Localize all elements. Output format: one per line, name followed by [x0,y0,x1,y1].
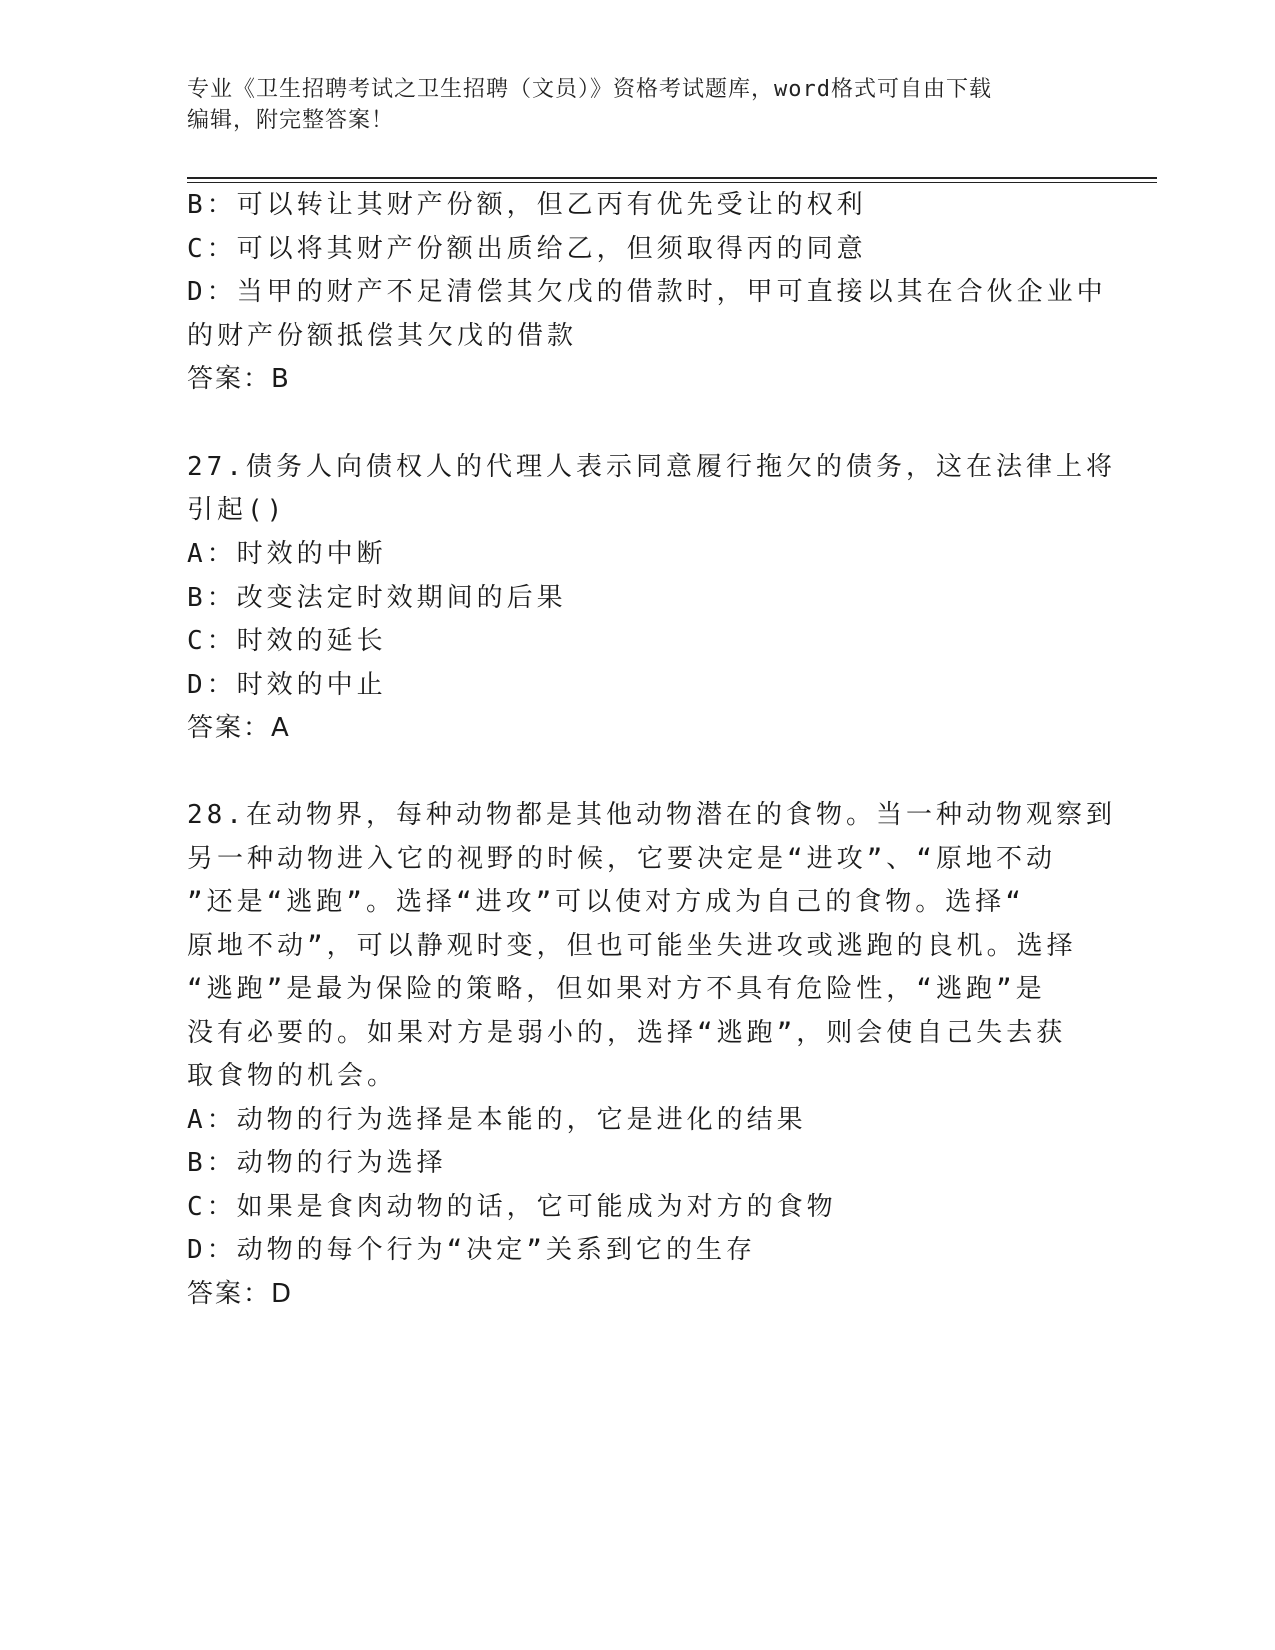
q28-stem-line-1: 28.在动物界，每种动物都是其他动物潜在的食物。当一种动物观察到 [187,800,1116,830]
q27-option-d: D：时效的中止 [187,670,387,700]
q27-answer: 答案：A [187,713,291,743]
q28-option-c: C：如果是食肉动物的话，它可能成为对方的食物 [187,1192,837,1222]
q28-stem-line-2: 另一种动物进入它的视野的时候，它要决定是“进攻”、“原地不动 [187,844,1056,874]
q27-option-c: C：时效的延长 [187,626,387,656]
header-divider-thin [187,182,1157,183]
q28-option-d: D：动物的每个行为“决定”关系到它的生存 [187,1235,756,1265]
q28-stem-line-5: “逃跑”是最为保险的策略，但如果对方不具有危险性，“逃跑”是 [187,974,1046,1004]
prev-option-d-line-2: 的财产份额抵偿其欠戊的借款 [187,321,578,351]
q28-option-b: B：动物的行为选择 [187,1148,447,1178]
prev-option-b: B：可以转让其财产份额，但乙丙有优先受让的权利 [187,190,867,220]
prev-option-d-line-1: D：当甲的财产不足清偿其欠戊的借款时，甲可直接以其在合伙企业中 [187,277,1107,307]
q28-stem-line-6: 没有必要的。如果对方是弱小的，选择“逃跑”，则会使自己失去获 [187,1018,1067,1048]
document-header [187,74,1087,136]
q28-stem-line-7: 取食物的机会。 [187,1061,398,1091]
q28-stem-line-3: ”还是“逃跑”。选择“进攻”可以使对方成为自己的食物。选择“ [187,887,1025,917]
q28-option-a: A：动物的行为选择是本能的，它是进化的结果 [187,1105,807,1135]
header-divider-thick [187,177,1157,179]
header-line-1: 专业《卫生招聘考试之卫生招聘（文员）》资格考试题库，word格式可自由下载 [187,77,992,102]
q27-stem-line-1: 27.债务人向债权人的代理人表示同意履行拖欠的债务，这在法律上将 [187,452,1116,482]
q27-option-a: A：时效的中断 [187,539,387,569]
prev-option-c: C：可以将其财产份额出质给乙，但须取得丙的同意 [187,234,867,264]
q28-stem-line-4: 原地不动”，可以静观时变，但也可能坐失进攻或逃跑的良机。选择 [187,931,1077,961]
prev-answer: 答案：B [187,364,291,394]
q27-option-b: B：改变法定时效期间的后果 [187,583,567,613]
q28-answer: 答案：D [187,1279,294,1309]
q27-stem-line-2: 引起() [187,495,287,525]
header-line-2: 编辑，附完整答案！ [187,108,395,133]
